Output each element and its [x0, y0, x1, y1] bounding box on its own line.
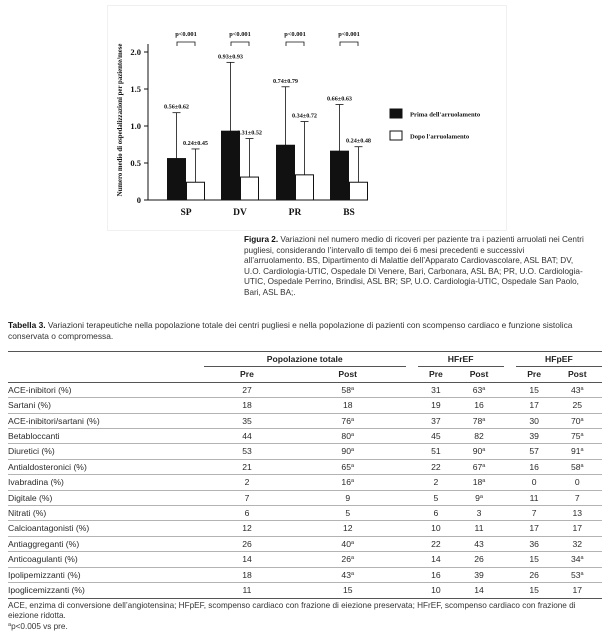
table-cell — [290, 459, 406, 474]
table-cell — [290, 382, 406, 397]
y-tick-label: 2.0 — [130, 47, 141, 57]
cell-value: 43 — [474, 538, 484, 549]
significance-marker: a — [580, 462, 584, 469]
bar — [350, 182, 368, 200]
subheader-post: Post — [553, 367, 602, 382]
cell-value: 65 — [341, 461, 351, 472]
y-tick-label: 1.0 — [130, 121, 141, 131]
group-header-hfpef: HFpEF — [516, 352, 602, 367]
cell-value: 6 — [433, 508, 439, 519]
table-row — [8, 398, 602, 413]
x-tick-label: SP — [180, 208, 192, 218]
cell-value: 19 — [431, 400, 441, 411]
table-cell — [418, 429, 455, 444]
table-cell — [553, 521, 602, 536]
cell-value: 25 — [572, 400, 583, 411]
data-label: 0.93±0.93 — [217, 53, 244, 61]
row-label: Ipolipemizzanti (%) — [8, 567, 204, 582]
cell-value: 17 — [572, 523, 583, 534]
table-cell — [418, 382, 455, 397]
cell-value: 14 — [431, 554, 441, 565]
significance-bracket — [286, 42, 304, 46]
table-cell — [454, 382, 503, 397]
data-label: 0.24±0.48 — [345, 137, 372, 145]
table-cell — [418, 475, 455, 490]
cell-value: 35 — [242, 415, 252, 426]
table-cell — [454, 536, 503, 551]
table-row — [8, 382, 602, 397]
table-cell — [454, 521, 503, 536]
figure-2 — [108, 6, 506, 230]
cell-value: 17 — [529, 400, 539, 411]
cell-value: 12 — [342, 523, 353, 534]
cell-value: 39 — [474, 569, 484, 580]
table-cell — [418, 506, 455, 521]
table-cell — [204, 521, 290, 536]
bar — [168, 159, 186, 200]
table-cell — [204, 490, 290, 505]
row-label: Ipoglicemizzanti (%) — [8, 583, 204, 598]
legend-label: Dopo l'arruolamento — [410, 133, 470, 141]
table-cell — [204, 475, 290, 490]
table-cell — [553, 583, 602, 598]
table-row — [8, 413, 602, 428]
table-cell — [454, 398, 503, 413]
cell-value: 63 — [472, 384, 483, 395]
cell-value: 36 — [529, 538, 539, 549]
table-cell — [553, 444, 602, 459]
table-cell — [516, 506, 553, 521]
y-tick-label: 0 — [136, 195, 141, 205]
table-cell — [204, 429, 290, 444]
significance-marker: a — [580, 555, 584, 562]
cell-value: 26 — [474, 554, 484, 565]
table-footnote — [8, 601, 604, 632]
cell-value: 2 — [244, 477, 250, 488]
significance-marker: a — [482, 447, 486, 454]
table-cell — [454, 429, 503, 444]
table-row — [8, 521, 602, 536]
cell-value: 10 — [431, 585, 441, 596]
table-cell — [454, 475, 503, 490]
significance-marker: a — [482, 385, 486, 392]
cell-value: 16 — [341, 477, 351, 488]
table-cell — [454, 413, 503, 428]
table-cell — [516, 429, 553, 444]
table-cell — [454, 567, 503, 582]
cell-value: 16 — [431, 569, 441, 580]
table-cell — [516, 475, 553, 490]
significance-marker: a — [350, 432, 355, 439]
bar-chart — [108, 6, 506, 230]
cell-value: 82 — [474, 431, 484, 442]
x-tick-label: DV — [233, 208, 247, 218]
cell-value: 90 — [472, 446, 483, 457]
footnote-p-value: p<0.005 vs pre. — [11, 621, 68, 631]
cell-value: 17 — [529, 523, 539, 534]
footnote-marker: a — [8, 621, 12, 628]
table-cell — [553, 413, 602, 428]
table-cell — [553, 382, 602, 397]
bar — [187, 182, 205, 200]
significance-marker: a — [482, 478, 486, 485]
cell-value: 11 — [242, 585, 252, 596]
cell-value: 5 — [345, 508, 351, 519]
y-tick-label: 1.5 — [130, 84, 141, 94]
data-label: 0.34±0.72 — [291, 112, 318, 120]
cell-value: 18 — [342, 400, 353, 411]
x-tick-label: BS — [343, 208, 355, 218]
p-value-label: p<0.001 — [229, 31, 251, 38]
cell-value: 75 — [570, 431, 581, 442]
cell-value: 30 — [529, 415, 539, 426]
row-label: Nitrati (%) — [8, 506, 204, 521]
cell-value: 51 — [431, 446, 441, 457]
cell-value: 0 — [574, 477, 580, 488]
cell-value: 67 — [472, 461, 483, 472]
cell-value: 7 — [244, 492, 250, 503]
table-cell — [204, 567, 290, 582]
cell-value: 14 — [242, 554, 252, 565]
footnote-abbreviations: ACE, enzima di conversione dell’angiotensina; HFpEF, scompenso cardiaco con frazione di eiezione preservata; HFrEF, scompenso cardiaco con frazione di eiezione ridotta. — [8, 601, 576, 621]
table-cell — [553, 506, 602, 521]
table-caption-label: Tabella 3. — [8, 320, 46, 330]
table-cell — [290, 490, 406, 505]
table-cell — [553, 567, 602, 582]
cell-value: 76 — [341, 415, 351, 426]
subheader-pre: Pre — [516, 367, 553, 382]
cell-value: 18 — [242, 400, 252, 411]
table-cell — [516, 413, 553, 428]
group-header-total: Popolazione totale — [204, 352, 406, 367]
data-label: 0.66±0.63 — [326, 95, 353, 103]
cell-value: 0 — [531, 477, 537, 488]
cell-value: 15 — [529, 384, 539, 395]
cell-value: 26 — [341, 554, 351, 565]
cell-value: 31 — [431, 384, 441, 395]
table-caption-text: Variazioni terapeutiche nella popolazione totale dei centri pugliesi e nella popolazione di pazienti con scompenso cardiaco e funzione sistolica conservata o compromessa. — [8, 320, 573, 341]
data-label: 0.31±0.52 — [236, 129, 263, 137]
cell-value: 91 — [570, 446, 581, 457]
figure-caption-label: Figura 2. — [244, 235, 279, 244]
significance-marker: a — [482, 416, 486, 423]
significance-marker: a — [580, 432, 584, 439]
table-cell — [204, 506, 290, 521]
row-label: Digitale (%) — [8, 490, 204, 505]
bar — [241, 177, 259, 200]
cell-value: 26 — [242, 538, 252, 549]
table-cell — [516, 398, 553, 413]
table-row — [8, 536, 602, 551]
table-cell — [553, 475, 602, 490]
cell-value: 32 — [572, 538, 583, 549]
significance-bracket — [340, 42, 358, 46]
table-cell — [290, 521, 406, 536]
significance-bracket — [177, 42, 195, 46]
data-label: 0.56±0.62 — [163, 103, 190, 111]
footnote-significance — [8, 622, 604, 632]
data-label: 0.74±0.79 — [272, 77, 299, 85]
significance-marker: a — [580, 385, 584, 392]
cell-value: 16 — [529, 461, 539, 472]
cell-value: 34 — [570, 554, 581, 565]
table-row — [8, 429, 602, 444]
table-cell — [553, 490, 602, 505]
table-cell — [418, 444, 455, 459]
table-row — [8, 552, 602, 567]
cell-value: 9 — [345, 492, 351, 503]
table-cell — [553, 459, 602, 474]
cell-value: 57 — [529, 446, 539, 457]
legend-swatch — [390, 109, 402, 118]
cell-value: 14 — [474, 585, 484, 596]
table-row — [8, 490, 602, 505]
figure-caption-text: Variazioni nel numero medio di ricoveri per paziente tra i pazienti arruolati nei Centri pugliesi, considerando l’intervallo di tempo dei 6 mesi precedenti e successivi all’arruolamento. BS, Dipartimento di Malattie dell’Apparato Cardiovascolare, ASL BAT; DV, U.O. Cardiologia-UTIC, Ospedale Di Venere, Bari, Carbonara, ASL BA; PR, U.O. Cardiologia-UTIC, Ospedale Perrino, Brindisi, ASL BR; SP, U.O. Cardiologia-UTIC, Ospedale San Paolo, Bari, ASL BA;. — [244, 235, 584, 297]
figure-caption — [244, 235, 584, 299]
cell-value: 18 — [242, 569, 252, 580]
significance-marker: a — [350, 447, 355, 454]
table-cell — [516, 459, 553, 474]
subheader-post: Post — [454, 367, 503, 382]
table-cell — [204, 583, 290, 598]
bar — [331, 151, 349, 200]
table-cell — [516, 382, 553, 397]
table-cell — [418, 413, 455, 428]
table-group-header-row — [8, 352, 602, 367]
table-cell — [454, 444, 503, 459]
row-label: ACE-inibitori/sartani (%) — [8, 413, 204, 428]
cell-value: 80 — [341, 431, 351, 442]
table-cell — [290, 552, 406, 567]
significance-marker: a — [580, 447, 584, 454]
therapy-table — [8, 351, 602, 599]
table-cell — [553, 429, 602, 444]
subheader-pre: Pre — [204, 367, 290, 382]
table-cell — [418, 536, 455, 551]
table-corner-cell — [8, 352, 204, 367]
table-cell — [204, 398, 290, 413]
cell-value: 9 — [475, 492, 480, 503]
table-cell — [454, 583, 503, 598]
y-tick-label: 0.5 — [130, 158, 141, 168]
subheader-post: Post — [290, 367, 406, 382]
cell-value: 53 — [570, 569, 581, 580]
row-label: Ivabradina (%) — [8, 475, 204, 490]
cell-value: 11 — [529, 492, 539, 503]
row-label: Calcioantagonisti (%) — [8, 521, 204, 536]
subheader-pre: Pre — [418, 367, 455, 382]
row-label: ACE-inibitori (%) — [8, 382, 204, 397]
row-label: Diuretici (%) — [8, 444, 204, 459]
row-label: Anticoagulanti (%) — [8, 552, 204, 567]
cell-value: 16 — [474, 400, 484, 411]
table-row — [8, 444, 602, 459]
table-subheader-row — [8, 367, 602, 382]
table-cell — [290, 506, 406, 521]
cell-value: 78 — [472, 415, 483, 426]
row-label: Sartani (%) — [8, 398, 204, 413]
cell-value: 43 — [570, 384, 581, 395]
significance-marker: a — [350, 570, 355, 577]
table-cell — [454, 459, 503, 474]
table-cell — [290, 444, 406, 459]
table-row — [8, 567, 602, 582]
table-cell — [454, 552, 503, 567]
table-cell — [290, 398, 406, 413]
table-body — [8, 382, 602, 598]
bar — [222, 131, 240, 200]
cell-value: 17 — [572, 585, 583, 596]
significance-marker: a — [482, 462, 486, 469]
table-cell — [204, 459, 290, 474]
table-cell — [418, 552, 455, 567]
table-row — [8, 459, 602, 474]
cell-value: 5 — [433, 492, 439, 503]
table-cell — [290, 536, 406, 551]
significance-marker: a — [350, 385, 355, 392]
significance-marker: a — [580, 570, 584, 577]
table-cell — [418, 398, 455, 413]
data-label: 0.24±0.45 — [182, 139, 209, 147]
legend-swatch — [390, 131, 402, 140]
cell-value: 18 — [472, 477, 483, 488]
row-label: Betabloccanti — [8, 429, 204, 444]
row-label: Antialdosteronici (%) — [8, 459, 204, 474]
cell-value: 22 — [431, 461, 441, 472]
row-label: Antiaggreganti (%) — [8, 536, 204, 551]
cell-value: 45 — [431, 431, 441, 442]
cell-value: 21 — [242, 461, 252, 472]
p-value-label: p<0.001 — [284, 31, 306, 38]
cell-value: 58 — [341, 384, 351, 395]
cell-value: 58 — [570, 461, 581, 472]
cell-value: 43 — [341, 569, 351, 580]
cell-value: 44 — [242, 431, 252, 442]
table-caption — [8, 320, 604, 342]
cell-value: 7 — [574, 492, 580, 503]
table-cell — [290, 567, 406, 582]
table-cell — [516, 536, 553, 551]
cell-value: 3 — [476, 508, 482, 519]
table-cell — [454, 490, 503, 505]
significance-marker: a — [350, 539, 355, 546]
cell-value: 27 — [242, 384, 252, 395]
significance-bracket — [231, 42, 249, 46]
legend-label: Prima dell'arruolamento — [410, 111, 481, 119]
cell-value: 10 — [431, 523, 441, 534]
table-cell — [516, 521, 553, 536]
table-row — [8, 506, 602, 521]
y-axis-label: Numero medio di ospedalizzazioni per paziente/mese — [117, 43, 124, 197]
p-value-label: p<0.001 — [338, 31, 360, 38]
table-cell — [553, 398, 602, 413]
significance-marker: a — [479, 493, 483, 500]
table-cell — [290, 475, 406, 490]
table-cell — [516, 567, 553, 582]
cell-value: 90 — [341, 446, 351, 457]
cell-value: 11 — [474, 523, 484, 534]
table-cell — [290, 413, 406, 428]
significance-marker: a — [350, 478, 355, 485]
cell-value: 37 — [431, 415, 441, 426]
cell-value: 40 — [341, 538, 351, 549]
p-value-label: p<0.001 — [175, 31, 197, 38]
table-cell — [418, 459, 455, 474]
bar — [277, 145, 295, 200]
cell-value: 15 — [529, 585, 539, 596]
cell-value: 15 — [342, 585, 353, 596]
table-cell — [516, 490, 553, 505]
significance-marker: a — [580, 416, 584, 423]
table-cell — [204, 413, 290, 428]
bar — [296, 175, 314, 200]
table-cell — [418, 567, 455, 582]
significance-marker: a — [350, 416, 355, 423]
table-cell — [516, 583, 553, 598]
table-row — [8, 475, 602, 490]
table-cell — [290, 429, 406, 444]
cell-value: 12 — [242, 523, 252, 534]
table-cell — [204, 536, 290, 551]
cell-value: 53 — [242, 446, 252, 457]
cell-value: 13 — [572, 508, 583, 519]
cell-value: 7 — [531, 508, 537, 519]
table-cell — [204, 444, 290, 459]
cell-value: 70 — [570, 415, 581, 426]
cell-value: 39 — [529, 431, 539, 442]
table-cell — [204, 382, 290, 397]
cell-value: 26 — [529, 569, 539, 580]
cell-value: 6 — [244, 508, 250, 519]
table-cell — [418, 521, 455, 536]
table-cell — [418, 490, 455, 505]
table-cell — [204, 552, 290, 567]
cell-value: 15 — [529, 554, 539, 565]
x-tick-label: PR — [288, 208, 302, 218]
significance-marker: a — [350, 462, 355, 469]
table-cell — [418, 583, 455, 598]
cell-value: 22 — [431, 538, 441, 549]
significance-marker: a — [350, 555, 355, 562]
table-cell — [516, 552, 553, 567]
table-cell — [290, 583, 406, 598]
table-cell — [454, 506, 503, 521]
cell-value: 2 — [433, 477, 439, 488]
table-cell — [553, 552, 602, 567]
table-cell — [516, 444, 553, 459]
table-cell — [553, 536, 602, 551]
group-header-hfref: HFrEF — [418, 352, 504, 367]
table-row — [8, 583, 602, 598]
